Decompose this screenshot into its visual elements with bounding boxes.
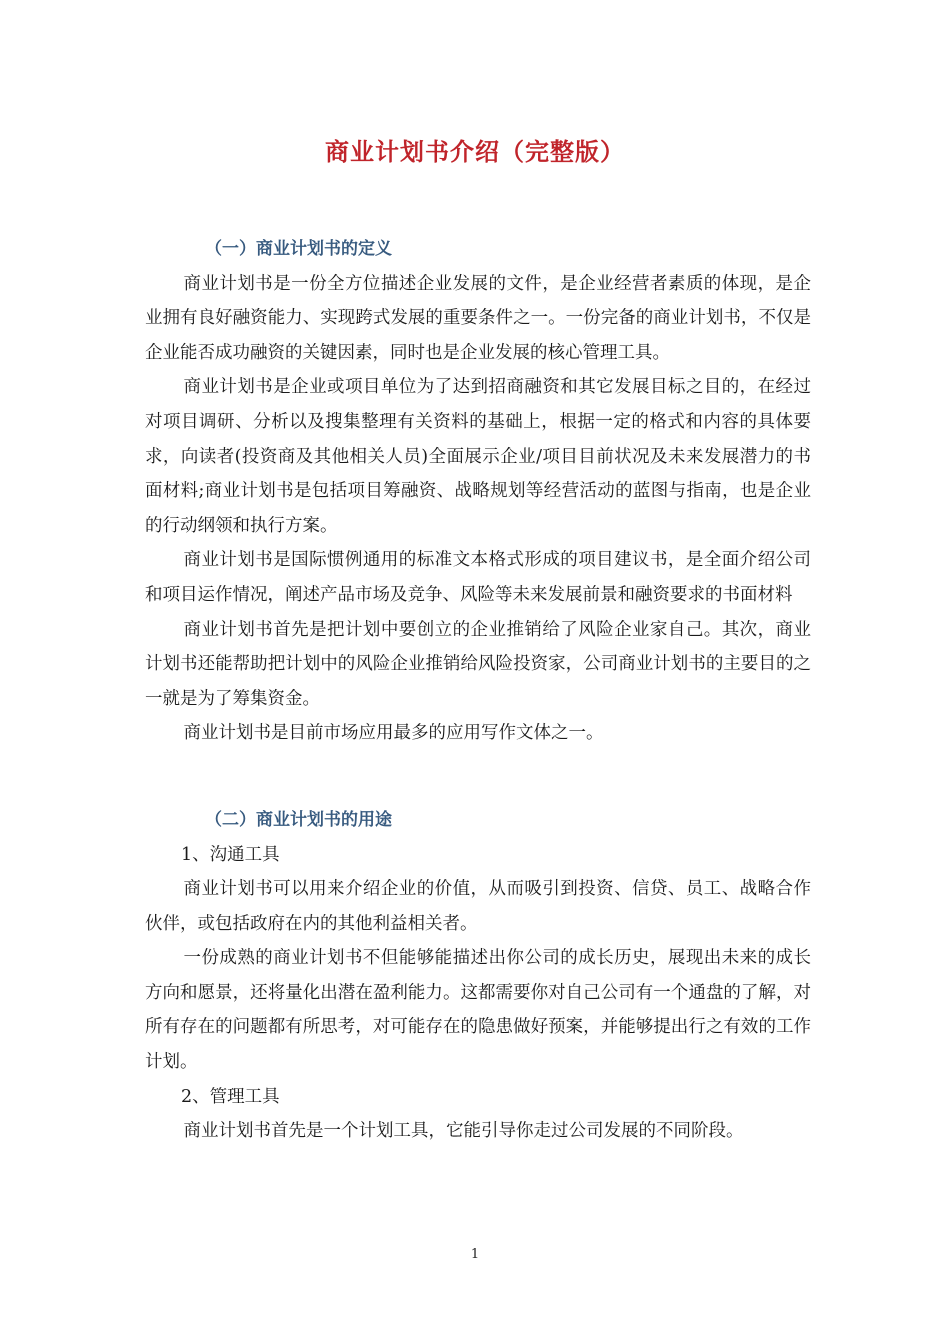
paragraph: 商业计划书是一份全方位描述企业发展的文件，是企业经营者素质的体现，是企业拥有良好融资能力、实现跨式发展的重要条件之一。一份完备的商业计划书，不仅是企业能否成功融资的关键因素，同时也是企业发展的核心管理工具。 [145, 273, 811, 363]
paragraph: 商业计划书首先是把计划中要创立的企业推销给了风险企业家自己。其次，商业计划书还能帮助把计划中的风险企业推销给风险投资家，公司商业计划书的主要目的之一就是为了筹集资金。 [145, 619, 811, 709]
section-heading-uses: （二）商业计划书的用途 [205, 809, 392, 830]
document-body [145, 232, 811, 1149]
paragraph: 商业计划书是企业或项目单位为了达到招商融资和其它发展目标之目的，在经过对项目调研、分析以及搜集整理有关资料的基础上，根据一定的格式和内容的具体要求，向读者(投资商及其他相关人员)全面展示企业/项目目前状况及未来发展潜力的书面材料;商业计划书是包括项目筹融资、战略规划等经营活动的蓝图与指南，也是企业的行动纲领和执行方案。 [145, 377, 811, 536]
document-title: 商业计划书介绍（完整版） [325, 138, 625, 166]
paragraph: 商业计划书可以用来介绍企业的价值，从而吸引到投资、信贷、员工、战略合作伙伴，或包括政府在内的其他利益相关者。 [145, 879, 811, 934]
paragraph: 一份成熟的商业计划书不但能够能描述出你公司的成长历史，展现出未来的成长方向和愿景，还将量化出潜在盈利能力。这都需要你对自己公司有一个通盘的了解，对所有存在的问题都有所思考，对可能存在的隐患做好预案，并能够提出行之有效的工作计划。 [145, 948, 811, 1073]
section-spacer [145, 751, 811, 803]
list-heading-communication: 1、沟通工具 [181, 844, 280, 865]
page-number: 1 [470, 1247, 480, 1262]
list-heading-management: 2、管理工具 [181, 1086, 280, 1107]
section-heading-definition: （一）商业计划书的定义 [205, 239, 392, 259]
paragraph: 商业计划书是国际惯例通用的标准文本格式形成的项目建议书，是全面介绍公司和项目运作情况，阐述产品市场及竞争、风险等未来发展前景和融资要求的书面材料 [145, 550, 811, 605]
paragraph: 商业计划书首先是一个计划工具，它能引导你走过公司发展的不同阶段。 [183, 1121, 744, 1142]
paragraph: 商业计划书是目前市场应用最多的应用写作文体之一。 [183, 723, 604, 744]
